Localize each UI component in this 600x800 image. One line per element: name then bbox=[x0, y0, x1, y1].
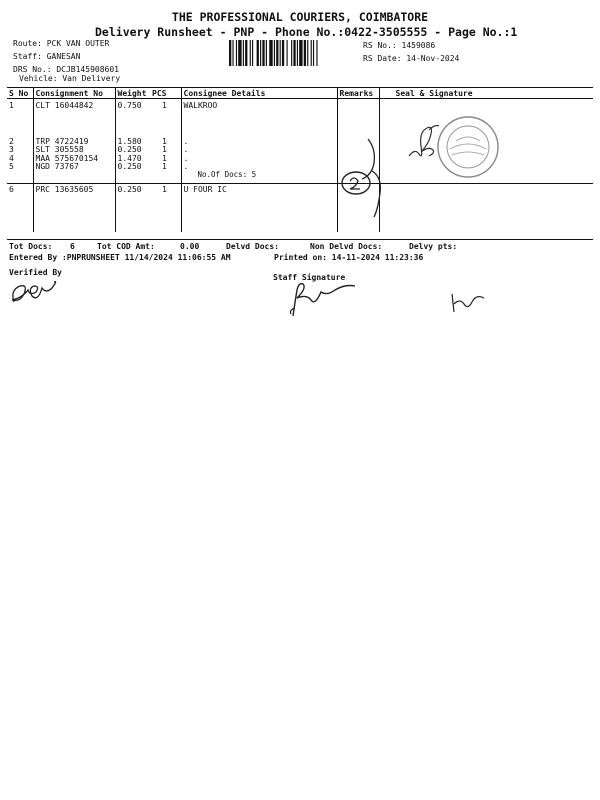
delvy-pts: Delvy pts: bbox=[409, 242, 458, 251]
barcode bbox=[229, 40, 359, 66]
printed-on: Printed on: 14-11-2024 11:23:36 bbox=[274, 253, 424, 262]
staff-signature-label: Staff Signature bbox=[273, 273, 346, 282]
initials-mark bbox=[448, 288, 488, 314]
rs-date: RS Date: 14-Nov-2024 bbox=[363, 54, 460, 63]
col-consignee: Consignee Details bbox=[181, 88, 337, 99]
tot-cod-label: Tot COD Amt: bbox=[97, 242, 155, 251]
no-of-docs: No.Of Docs: 5 bbox=[181, 171, 337, 184]
table-row: 3 SLT 305558 0.250 1 . bbox=[7, 146, 593, 154]
remarks-mark bbox=[338, 135, 386, 220]
delvd-docs: Delvd Docs: bbox=[226, 242, 279, 251]
col-consignment: Consignment No bbox=[33, 88, 115, 99]
staff-signature bbox=[285, 280, 360, 320]
staff-label: Staff: GANESAN bbox=[13, 52, 81, 61]
table-row: 6 PRC 13635605 0.250 1 U FOUR IC bbox=[7, 184, 593, 233]
table-header-row bbox=[7, 88, 593, 99]
table-row: 4 MAA 575670154 1.470 1 . bbox=[7, 155, 593, 163]
verified-by-label: Verified By bbox=[9, 268, 62, 277]
runsheet-table bbox=[7, 87, 593, 232]
col-sno: S No bbox=[7, 88, 33, 99]
table-row: 1 CLT 16044842 0.750 1 WALKROO bbox=[7, 99, 593, 111]
col-remarks: Remarks bbox=[337, 88, 379, 99]
tot-docs-label: Tot Docs: bbox=[9, 242, 53, 251]
route-label: Route: PCK VAN OUTER bbox=[13, 39, 110, 48]
table-bottom-rule bbox=[7, 239, 593, 240]
runsheet-subtitle: Delivery Runsheet - PNP - Phone No.:0422-3505555 - Page No.:1 bbox=[95, 25, 518, 39]
tot-docs-value: 6 bbox=[70, 242, 75, 251]
entered-by: Entered By :PNPRUNSHEET 11/14/2024 11:06:55 AM bbox=[9, 253, 231, 262]
verifier-signature bbox=[8, 276, 68, 308]
col-seal-signature: Seal & Signature bbox=[379, 88, 593, 99]
rs-number: RS No.: 1459086 bbox=[363, 41, 436, 50]
vehicle-label: Vehicle: Van Delivery bbox=[19, 74, 121, 83]
drs-number: DRS No.: DCJB145908601 bbox=[13, 65, 119, 74]
company-title: THE PROFESSIONAL COURIERS, COIMBATORE bbox=[171, 10, 429, 24]
col-pcs: PCS bbox=[150, 88, 181, 99]
tot-cod-value: 0.00 bbox=[180, 242, 200, 251]
seal-stamp bbox=[436, 115, 500, 179]
non-delvd-docs: Non Delvd Docs: bbox=[310, 242, 383, 251]
col-weight: Weight bbox=[115, 88, 150, 99]
table-row: 5 NGD 73767 0.250 1 . bbox=[7, 163, 593, 171]
table-row: 2 TRP 4722419 1.580 1 . bbox=[7, 110, 593, 146]
receiver-signature bbox=[405, 120, 445, 165]
